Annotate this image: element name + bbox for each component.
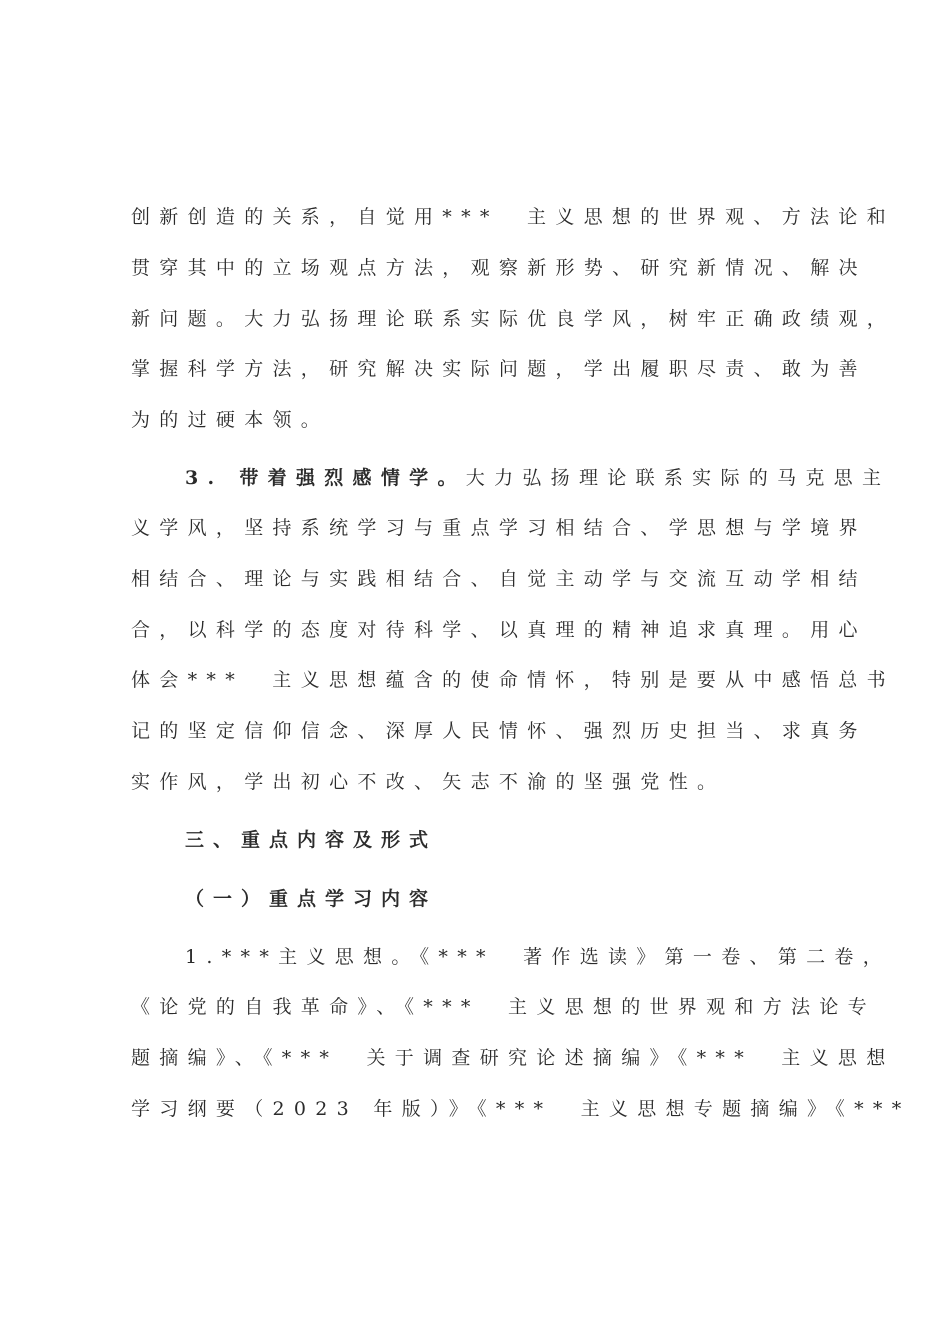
section-3-text: 大力弘扬理论联系实际的马克思主 (465, 467, 891, 489)
paragraph-line: 记的坚定信仰信念、深厚人民情怀、强烈历史担当、求真务 (131, 720, 867, 742)
paragraph-line: 体会*** 主义思想蕴含的使命情怀，特别是要从中感悟总书 (131, 669, 895, 691)
paragraph-line: 合，以科学的态度对待科学、以真理的精神追求真理。用心 (131, 619, 867, 641)
item-1-line: 学习纲要（2023 年版）》《*** 主义思想专题摘编》《*** (131, 1098, 911, 1120)
paragraph-line: 相结合、理论与实践相结合、自觉主动学与交流互动学相结 (131, 568, 867, 590)
paragraph-line: 掌握科学方法，研究解决实际问题，学出履职尽责、敢为善 (131, 358, 867, 380)
paragraph-line: 为的过硬本领。 (131, 409, 330, 431)
section-3-heading: 3. 带着强烈感情学。 (185, 467, 466, 489)
paragraph-line: 创新创造的关系，自觉用*** 主义思想的世界观、方法论和 (131, 206, 895, 228)
section-heading: 三、重点内容及形式 (185, 829, 438, 851)
subsection-heading: （一）重点学习内容 (185, 888, 438, 910)
item-1-line: 《论党的自我革命》、《*** 主义思想的世界观和方法论专 (131, 996, 876, 1018)
paragraph-line: 实作风，学出初心不改、矢志不渝的坚强党性。 (131, 771, 726, 793)
section-3-first-line (0, 462, 950, 494)
paragraph-line: 贯穿其中的立场观点方法，观察新形势、研究新情况、解决 (131, 257, 867, 279)
paragraph-line: 新问题。大力弘扬理论联系实际优良学风，树牢正确政绩观， (131, 308, 896, 330)
item-1-line: 题摘编》、《*** 关于调查研究论述摘编》《*** 主义思想 (131, 1047, 895, 1069)
item-1-line: 1.***主义思想。《*** 著作选读》第一卷、第二卷， (185, 946, 892, 968)
paragraph-line: 义学风，坚持系统学习与重点学习相结合、学思想与学境界 (131, 517, 867, 539)
